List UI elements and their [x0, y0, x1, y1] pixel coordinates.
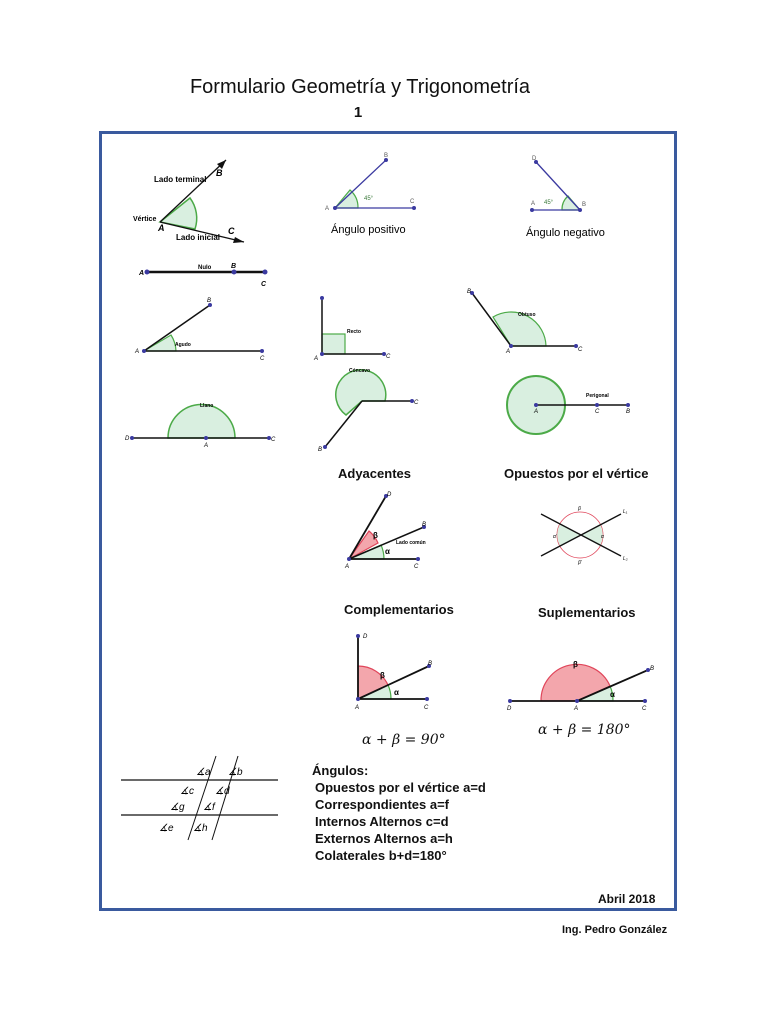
figure-straight-angle	[122, 396, 282, 451]
angle-b-label: ∡b	[228, 767, 243, 778]
label-point: A	[534, 409, 539, 415]
page-number: 1	[353, 104, 363, 121]
angles-relations-list	[313, 762, 486, 864]
figure-acute-angle	[132, 295, 272, 365]
label-beta-prime: β'	[578, 560, 582, 566]
title-adyacentes: Adyacentes	[338, 466, 411, 481]
angle-d-label: ∡d	[215, 786, 230, 797]
label-point: B	[422, 522, 427, 528]
title-suplementarios: Suplementarios	[538, 605, 636, 620]
label-point: B	[207, 298, 212, 304]
label-beta: β	[578, 506, 581, 512]
label-concave: Cóncavo	[349, 368, 371, 374]
figure-concave-angle	[315, 365, 425, 455]
label-point: A	[314, 356, 319, 362]
label-point: A	[506, 349, 511, 355]
angle-f-label: ∡f	[203, 802, 215, 813]
label-point: B	[231, 263, 237, 270]
formula-complementary: α + β = 90°	[362, 732, 446, 748]
label-point: D	[363, 634, 368, 640]
label-point: B	[650, 666, 655, 672]
label-point: B	[428, 661, 433, 667]
label-obtuse: Obtuso	[518, 312, 536, 318]
list-item: Externos Alternos a=h	[315, 831, 453, 846]
label-point: C	[410, 199, 415, 205]
label-alpha: α	[610, 690, 615, 699]
label-point: C	[414, 564, 419, 570]
figure-positive-angle	[320, 152, 420, 242]
label-point: C	[595, 409, 600, 415]
label-null: Nulo	[198, 265, 212, 271]
angle-value: 45°	[544, 200, 554, 206]
angle-e-label: ∡e	[159, 823, 174, 834]
angle-h-label: ∡h	[193, 823, 208, 834]
label-point: C	[642, 706, 647, 712]
figure-supplementary-angles	[500, 655, 660, 715]
label-beta: β	[373, 531, 378, 540]
title-complementarios: Complementarios	[344, 602, 454, 617]
label-alpha: α	[385, 547, 390, 556]
label-point: B	[582, 202, 587, 208]
figure-parallel-lines-transversal	[118, 752, 283, 844]
label-point: D	[507, 706, 512, 712]
label-point: C	[228, 226, 235, 236]
label-point: B	[216, 168, 223, 178]
label-point: A	[204, 443, 209, 449]
figure-negative-angle	[520, 152, 620, 247]
label-alpha-prime: α'	[553, 534, 557, 540]
label-point: A	[531, 201, 536, 207]
label-beta: β	[573, 660, 578, 669]
label-line: L₂	[623, 556, 628, 562]
label-line: L₁	[623, 509, 628, 515]
label-point: D	[125, 436, 130, 442]
angle-c-label: ∡c	[180, 786, 194, 797]
angles-list-heading: Ángulos:	[312, 763, 369, 778]
title-opuestos: Opuestos por el vértice	[504, 466, 649, 481]
label-alpha: α	[394, 688, 399, 697]
label-common-side: Lado común	[396, 540, 426, 546]
label-point: D	[387, 492, 392, 498]
label-initial-side: Lado inicial	[176, 233, 221, 242]
label-acute: Agudo	[175, 342, 191, 348]
label-point: C	[414, 400, 419, 406]
figure-null-angle	[135, 258, 275, 290]
label-point: A	[325, 206, 330, 212]
document-title: Formulario Geometría y Trigonometría	[189, 76, 531, 98]
label-point: B	[467, 289, 472, 295]
caption-positive-angle: Ángulo positivo	[331, 224, 406, 236]
document-author: Ing. Pedro González	[562, 924, 668, 936]
label-straight: Llano	[200, 403, 214, 409]
list-item: Opuestos por el vértice a=d	[315, 780, 486, 795]
label-point: D	[532, 156, 537, 162]
list-item: Internos Alternos c=d	[315, 814, 449, 829]
figure-perigonal-angle	[500, 370, 640, 440]
label-beta: β	[380, 671, 385, 680]
figure-complementary-angles	[347, 628, 442, 720]
label-right: Recto	[347, 329, 361, 335]
label-alpha: α	[601, 534, 604, 540]
label-point: B	[384, 153, 389, 159]
label-vertex: Vértice	[133, 216, 157, 223]
document-date: Abril 2018	[598, 892, 656, 906]
figure-adjacent-angles	[340, 488, 455, 573]
caption-negative-angle: Ángulo negativo	[526, 227, 605, 239]
label-point: C	[271, 437, 276, 443]
label-point: B	[318, 447, 323, 453]
label-point: B	[626, 409, 631, 415]
label-point: C	[260, 356, 265, 362]
label-point: A	[574, 706, 579, 712]
label-point: A	[345, 564, 350, 570]
label-point: A	[355, 705, 360, 711]
angle-a-label: ∡a	[196, 767, 211, 778]
label-point: C	[261, 281, 267, 288]
label-point: A	[158, 223, 165, 233]
label-point: A	[139, 270, 145, 277]
figure-obtuse-angle	[462, 285, 592, 360]
formula-supplementary: α + β = 180°	[538, 722, 631, 738]
label-terminal-side: Lado terminal	[154, 175, 207, 184]
label-point: A	[135, 349, 140, 355]
figure-rays	[128, 152, 278, 252]
figure-vertical-angles	[535, 500, 635, 570]
angle-value: 45°	[364, 196, 374, 202]
angle-g-label: ∡g	[170, 802, 185, 813]
label-point: C	[578, 347, 583, 353]
list-item: Correspondientes a=f	[315, 797, 450, 812]
label-point: C	[386, 354, 391, 360]
label-point: C	[424, 705, 429, 711]
list-item: Colaterales b+d=180°	[315, 848, 447, 863]
label-perigonal: Perigonal	[586, 393, 609, 399]
figure-right-angle	[312, 290, 402, 365]
